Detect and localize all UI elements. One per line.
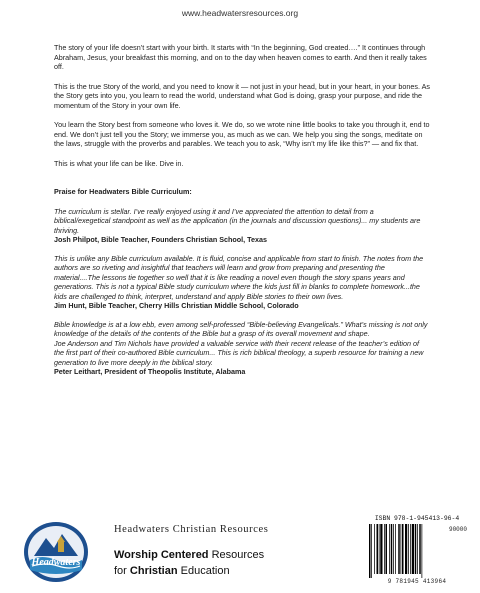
tagline-bold: Christian: [129, 565, 178, 577]
barcode-bar: [369, 524, 371, 578]
barcode-bar: [408, 524, 409, 574]
headwaters-logo: [22, 520, 90, 584]
barcode-bar: [401, 524, 402, 574]
tagline-lead: for: [114, 565, 130, 577]
barcode-bar: [380, 524, 382, 574]
barcode-bar: [417, 524, 418, 574]
testimonial-attribution: Peter Leithart, President of Theopolis Institute, Alabama: [54, 367, 246, 376]
barcode-bar: [379, 524, 380, 574]
barcode-bar: [371, 524, 372, 578]
isbn-number: ISBN 978-1-945413-96-4: [374, 515, 460, 522]
barcode-bar: [395, 524, 396, 574]
tagline-line-2: [114, 565, 230, 577]
testimonial-quote: Bible knowledge is at a low ebb, even among self-professed “Bible-believing Evangelicals.” What’s missing is not only knowledge of the details of the contents of the Bible but a grasp of its overall movement and shape.: [54, 319, 428, 338]
barcode-digits: 9 781945 413964: [387, 578, 447, 585]
testimonial: [54, 207, 430, 245]
barcode-bar: [419, 524, 421, 574]
barcode: [367, 524, 439, 578]
barcode-bar: [412, 524, 414, 574]
testimonial: [54, 254, 430, 311]
testimonial-quote: This is unlike any Bible curriculum available. It is fluid, concise and applicable from start to finish. The notes from the authors are so riveting and insightful that teachers will learn and grow from preparing and presenting the material....The lessons tie together so well that it is like reading a novel even though the story spans years and generations. This is not a typical Bible study curriculum where the kids just fill in blanks to complete homework...the kids are challenged to think, interpret, understand and apply Bible stories to their own lives.: [54, 253, 424, 301]
tagline-rest: Resources: [208, 549, 265, 561]
testimonial-quote: Joe Anderson and Tim Nichols have provided a valuable service with their recent release of the teacher’s edition of the first part of their co-authored Bible curriculum... This is rich biblical theology, a superb resource for training a new generation to live more deeply in the biblical story.: [54, 338, 424, 367]
barcode-bar: [398, 524, 400, 574]
header-url: www.headwatersresources.org: [181, 8, 299, 18]
praise-heading: Praise for Headwaters Bible Curriculum:: [54, 187, 192, 196]
price-code: 90000: [448, 526, 467, 533]
isbn-barcode: [367, 515, 467, 587]
barcode-bar: [377, 524, 379, 574]
barcode-bar: [405, 524, 407, 574]
barcode-bar: [389, 524, 390, 574]
barcode-bar: [415, 524, 417, 574]
barcode-bar: [422, 524, 423, 578]
tagline-rest: Education: [177, 565, 230, 577]
barcode-bar: [386, 524, 388, 574]
org-name: Headwaters Christian Resources: [114, 524, 269, 535]
intro-paragraph-3: You learn the Story best from someone who loves it. We do, so we wrote nine little books to take you through it, end to end. We don’t just tell you the Story; we immerse you, as much as we can. We help you sing the songs, meditate on the laws, struggle with the proverbs and parables. We teach you to ask, “Why isn’t my life like this?” — and fix that.: [54, 120, 430, 148]
barcode-bar: [402, 524, 404, 574]
barcode-bar: [374, 524, 375, 574]
tagline-line-1: [114, 549, 264, 561]
testimonial-quote: The curriculum is stellar. I’ve really enjoyed using it and I’ve appreciated the attention to detail from a biblical/exegetical standpoint as well as the application (in the journals and discussion questions)... my students are thriving.: [54, 206, 421, 235]
testimonial-attribution: Josh Philpot, Bible Teacher, Founders Christian School, Texas: [54, 235, 268, 244]
testimonial: [54, 320, 430, 377]
barcode-bar: [391, 524, 393, 574]
barcode-bar: [393, 524, 394, 574]
content: [54, 43, 430, 386]
intro-paragraph-1: The story of your life doesn’t start with your birth. It starts with “In the beginning, God created….” It continues through Abraham, Jesus, your breakfast this morning, and on to the day when heaven comes to earth. And then it really takes off.: [54, 43, 427, 71]
barcode-bar: [384, 524, 385, 574]
testimonial-attribution: Jim Hunt, Bible Teacher, Cherry Hills Christian Middle School, Colorado: [54, 301, 299, 310]
logo-wordmark: Headwaters: [31, 557, 81, 568]
tagline-bold: Worship Centered: [114, 549, 209, 561]
barcode-bar: [410, 524, 411, 574]
intro-paragraph-4: This is what your life can be like. Dive in.: [54, 158, 184, 168]
intro-paragraph-2: This is the true Story of the world, and you need to know it — not just in your head, but in your heart, in your bones. As the Story gets into you, you learn to read the world, understand what God is doing, grasp your purpose, and ride the momentum of the Story in your own life.: [54, 81, 430, 110]
